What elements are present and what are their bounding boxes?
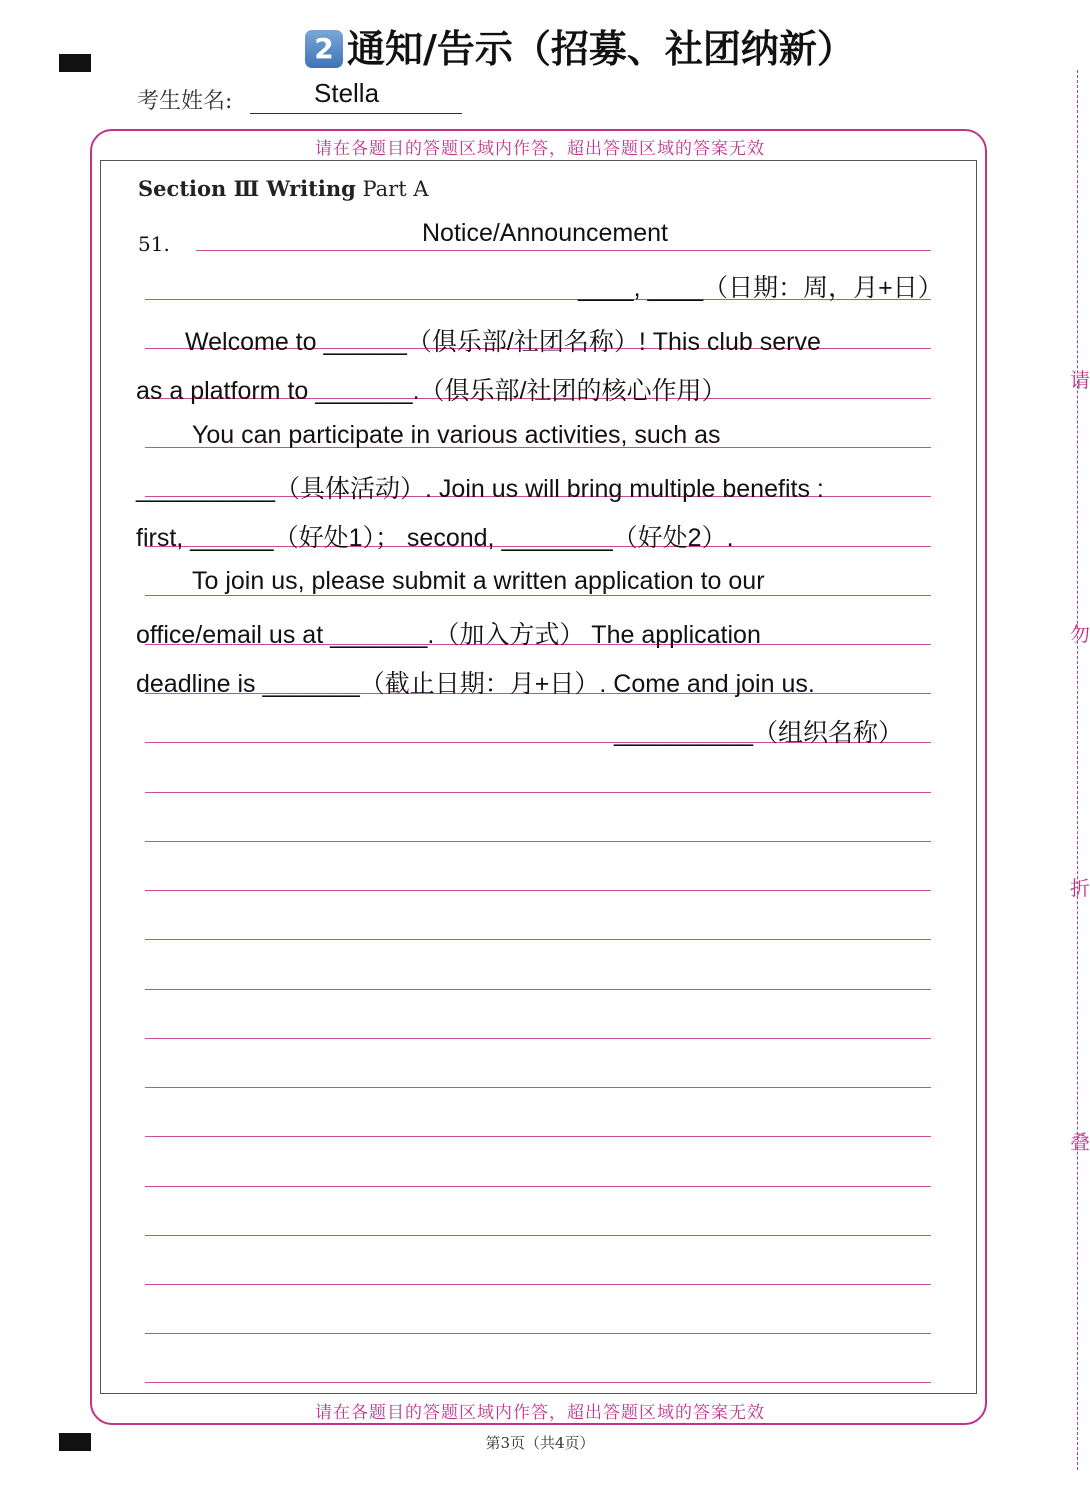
fold-note-char: 叠 xyxy=(1070,1130,1090,1154)
ruled-line xyxy=(145,939,931,940)
ruled-line xyxy=(145,1136,931,1137)
section-heading xyxy=(138,176,429,201)
ruled-line xyxy=(145,1382,931,1383)
answer-line: You can participate in various activities, such as xyxy=(192,421,721,449)
ruled-line xyxy=(145,890,931,891)
ruled-line xyxy=(145,1333,931,1334)
ruled-line xyxy=(196,250,931,251)
number-badge: 2 xyxy=(305,30,343,68)
student-name-field[interactable]: Stella xyxy=(314,78,380,108)
title-text: 通知/告示（招募、社团纳新） xyxy=(347,27,855,71)
question-number: 51. xyxy=(138,232,170,256)
registration-mark-top xyxy=(59,54,91,72)
answer-line: deadline is _______（截止日期：月+日）. Come and join us. xyxy=(136,670,815,698)
answer-line: Welcome to ______（俱乐部/社团名称）! This club serve xyxy=(185,328,821,356)
section-heading-bold: Section Ⅲ Writing xyxy=(138,176,356,201)
student-name-label: 考生姓名: xyxy=(137,89,233,114)
section-heading-part: Part A xyxy=(362,177,429,201)
ruled-line xyxy=(145,792,931,793)
answer-line: __________（具体活动）. Join us will bring multiple benefits : xyxy=(136,475,824,503)
answer-line: office/email us at _______.（加入方式） The application xyxy=(136,621,761,649)
answer-area-notice-top: 请在各题目的答题区域内作答，超出答题区域的答案无效 xyxy=(315,139,765,159)
answer-heading: Notice/Announcement xyxy=(422,219,668,247)
answer-line: as a platform to _______.（俱乐部/社团的核心作用） xyxy=(136,377,727,405)
ruled-line xyxy=(145,1186,931,1187)
page-title xyxy=(305,26,855,72)
fold-note-char: 勿 xyxy=(1070,622,1090,646)
ruled-line xyxy=(145,1235,931,1236)
fold-note-char: 请 xyxy=(1070,368,1090,392)
student-name-underline xyxy=(250,113,462,114)
answer-area-notice-bottom: 请在各题目的答题区域内作答，超出答题区域的答案无效 xyxy=(315,1403,765,1423)
answer-line: To join us, please submit a written application to our xyxy=(192,567,765,595)
ruled-line xyxy=(145,1284,931,1285)
answer-line: first, ______（好处1）； second, ________（好处2）. xyxy=(136,524,734,552)
page-footer: 第3页（共4页） xyxy=(485,1434,595,1452)
answer-line-date: ____, ____（日期：周，月+日） xyxy=(578,274,943,302)
ruled-line xyxy=(145,1038,931,1039)
answer-line-signature: __________（组织名称） xyxy=(614,719,904,747)
ruled-line xyxy=(145,989,931,990)
fold-line xyxy=(1077,70,1078,1470)
fold-note-char: 折 xyxy=(1070,876,1090,900)
ruled-line xyxy=(145,841,931,842)
ruled-line xyxy=(145,1087,931,1088)
